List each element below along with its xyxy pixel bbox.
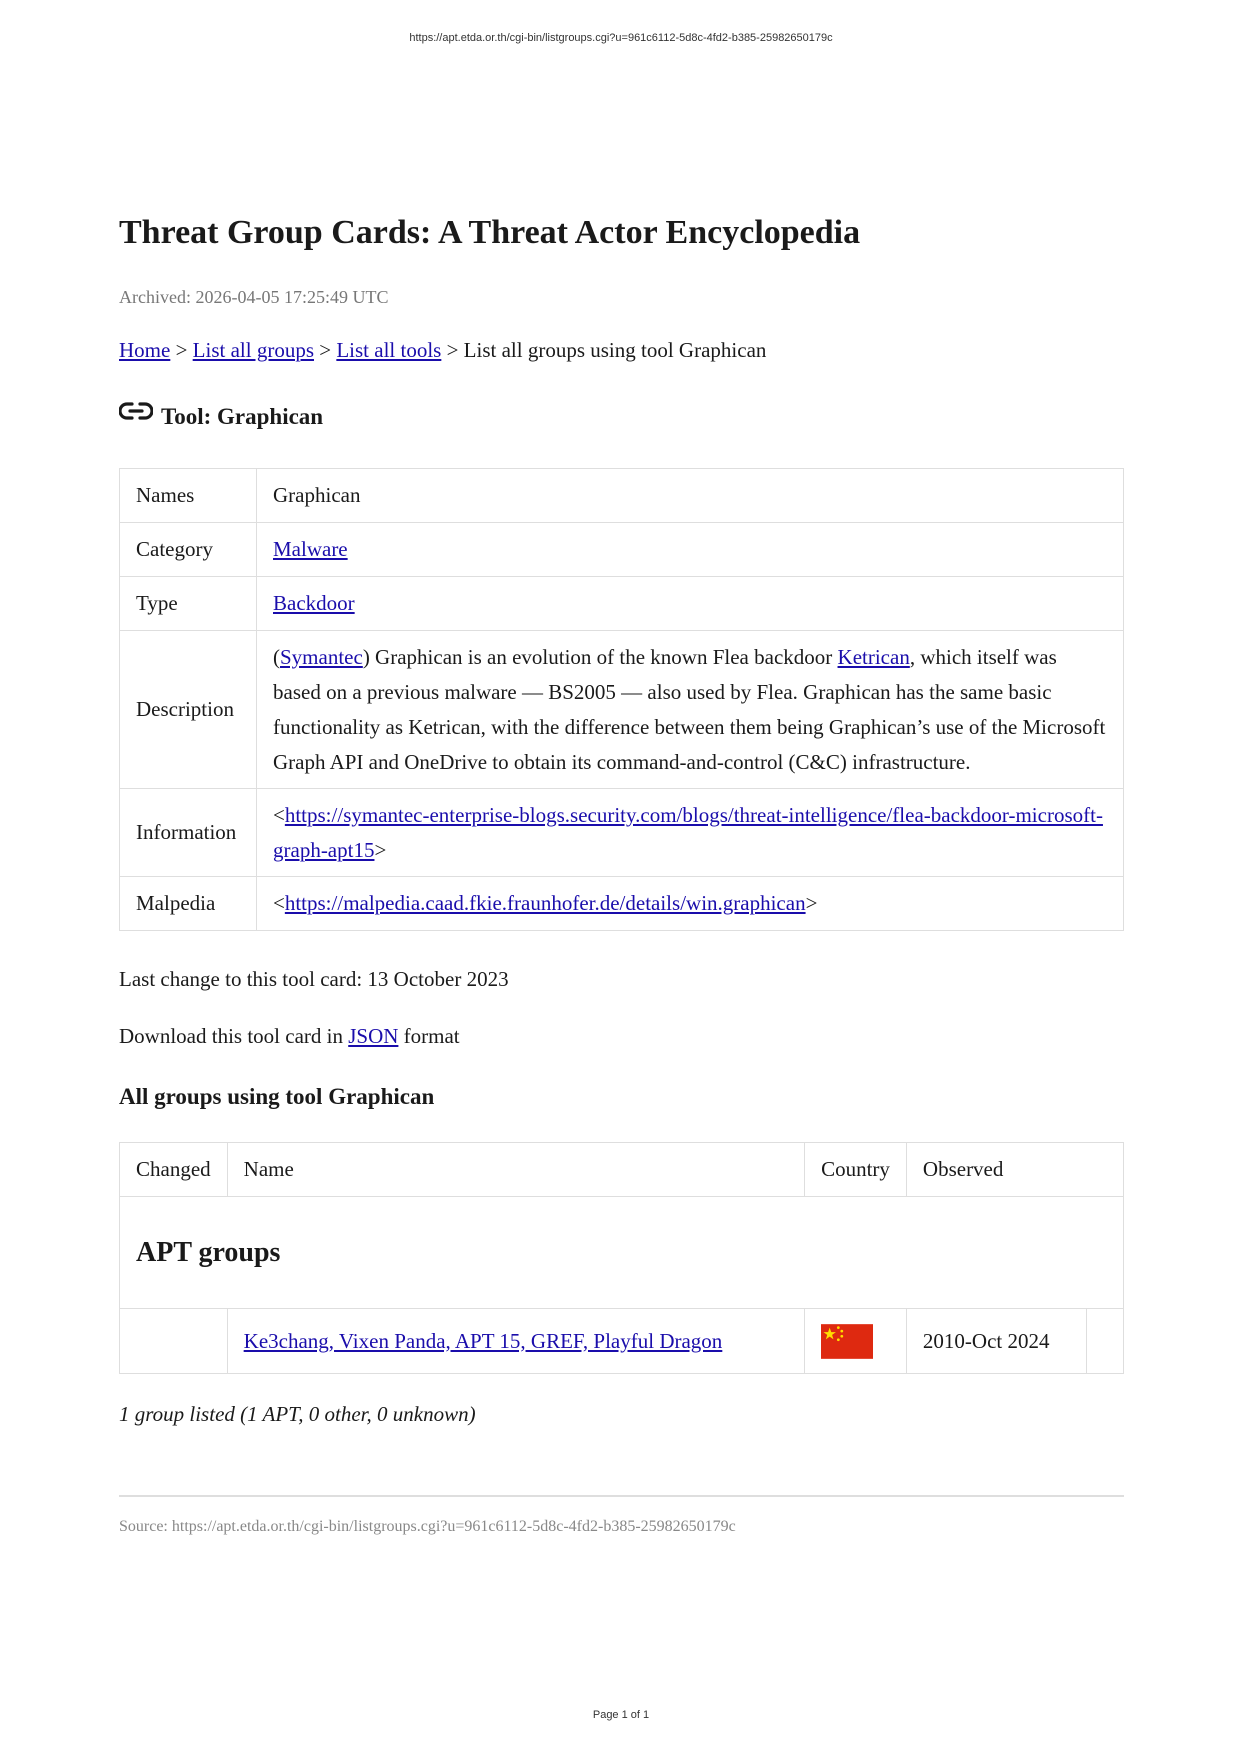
breadcrumb-current: > List all groups using tool Graphican xyxy=(441,338,767,362)
row-label: Category xyxy=(120,523,257,577)
source-url: Source: https://apt.etda.or.th/cgi-bin/listgroups.cgi?u=961c6112-5d8c-4fd2-b385-25982650179c xyxy=(119,1518,736,1535)
print-header-url: https://apt.etda.or.th/cgi-bin/listgroups.cgi?u=961c6112-5d8c-4fd2-b385-25982650179c xyxy=(409,32,833,44)
malpedia-url-link[interactable]: https://malpedia.caad.fkie.fraunhofer.de/details/win.graphican xyxy=(284,891,806,915)
bracket: < xyxy=(273,891,285,915)
breadcrumb-groups-link[interactable]: List all groups xyxy=(192,338,314,362)
symantec-link[interactable]: Symantec xyxy=(280,644,363,669)
link-icon xyxy=(119,400,153,422)
row-name-cell xyxy=(227,1309,804,1374)
row-label: Description xyxy=(120,631,257,789)
apt-section-heading: APT groups xyxy=(120,1197,1124,1309)
last-change-text: Last change to this tool card: 13 October 2023 xyxy=(119,967,509,991)
tool-row-malpedia xyxy=(120,877,1124,931)
type-link[interactable]: Backdoor xyxy=(273,591,355,615)
tool-row-type xyxy=(120,577,1124,631)
tool-names-value: Graphican xyxy=(257,469,1124,523)
bracket: < xyxy=(273,802,285,827)
row-label: Names xyxy=(120,469,257,523)
china-flag-icon xyxy=(821,1324,873,1359)
page-number: Page 1 of 1 xyxy=(592,1709,650,1721)
apt-section-row xyxy=(120,1197,1124,1309)
download-suffix: format xyxy=(398,1024,460,1048)
breadcrumb-separator: > xyxy=(314,338,337,362)
tool-type-cell xyxy=(257,577,1124,631)
tool-heading xyxy=(119,404,323,430)
breadcrumb-separator: > xyxy=(170,338,193,362)
breadcrumb xyxy=(119,338,766,363)
col-observed: Observed xyxy=(906,1143,1123,1197)
bracket: > xyxy=(805,891,818,915)
groups-heading: All groups using tool Graphican xyxy=(119,1084,435,1109)
group-name-link[interactable]: Ke3chang, Vixen Panda, APT 15, GREF, Playful Dragon xyxy=(243,1328,723,1353)
tool-row-information xyxy=(120,789,1124,877)
row-extra-cell xyxy=(1087,1309,1124,1374)
col-changed: Changed xyxy=(120,1143,228,1197)
bracket: > xyxy=(374,837,387,862)
tool-info-table xyxy=(119,468,1124,931)
information-url-link[interactable]: https://symantec-enterprise-blogs.security.com/blogs/threat-intelligence/flea-backdoor-microsoft-graph-apt15 xyxy=(273,802,1103,862)
page-title: Threat Group Cards: A Threat Actor Encyclopedia xyxy=(119,214,861,251)
description-text: ) Graphican is an evolution of the known Flea backdoor xyxy=(362,644,838,669)
tool-heading-text: Tool: Graphican xyxy=(161,404,324,429)
tool-information-cell xyxy=(257,789,1124,877)
tool-category-cell xyxy=(257,523,1124,577)
row-country-cell xyxy=(805,1309,907,1374)
breadcrumb-home-link[interactable]: Home xyxy=(119,338,171,362)
tool-malpedia-cell xyxy=(257,877,1124,931)
groups-table xyxy=(119,1142,1124,1374)
divider xyxy=(119,1495,1124,1497)
download-prefix: Download this tool card in xyxy=(119,1024,349,1048)
description-text: , which itself was based on a previous malware — BS2005 — also used by Flea. Graphican has the same basic functionality as Ketrican, with the difference between them being Graphican’s use of the Microsoft Graph API and OneDrive to obtain its command-and-control (C&C) infrastructure. xyxy=(273,644,1106,774)
tool-description-cell xyxy=(257,631,1124,789)
tool-row-names xyxy=(120,469,1124,523)
download-line xyxy=(119,1024,460,1049)
description-text: ( xyxy=(273,644,280,669)
row-label: Type xyxy=(120,577,257,631)
groups-header-row xyxy=(120,1143,1124,1197)
groups-summary: 1 group listed (1 APT, 0 other, 0 unknown) xyxy=(119,1402,476,1426)
table-row xyxy=(120,1309,1124,1374)
archived-timestamp: Archived: 2026-04-05 17:25:49 UTC xyxy=(119,287,389,307)
row-label: Malpedia xyxy=(120,877,257,931)
ketrican-link[interactable]: Ketrican xyxy=(837,644,910,669)
col-name: Name xyxy=(227,1143,804,1197)
json-download-link[interactable]: JSON xyxy=(348,1024,399,1048)
row-label: Information xyxy=(120,789,257,877)
row-observed: 2010-Oct 2024 xyxy=(906,1309,1086,1374)
tool-row-description xyxy=(120,631,1124,789)
row-changed xyxy=(120,1309,228,1374)
breadcrumb-tools-link[interactable]: List all tools xyxy=(336,338,442,362)
col-country: Country xyxy=(805,1143,907,1197)
tool-row-category xyxy=(120,523,1124,577)
category-link[interactable]: Malware xyxy=(273,537,348,561)
